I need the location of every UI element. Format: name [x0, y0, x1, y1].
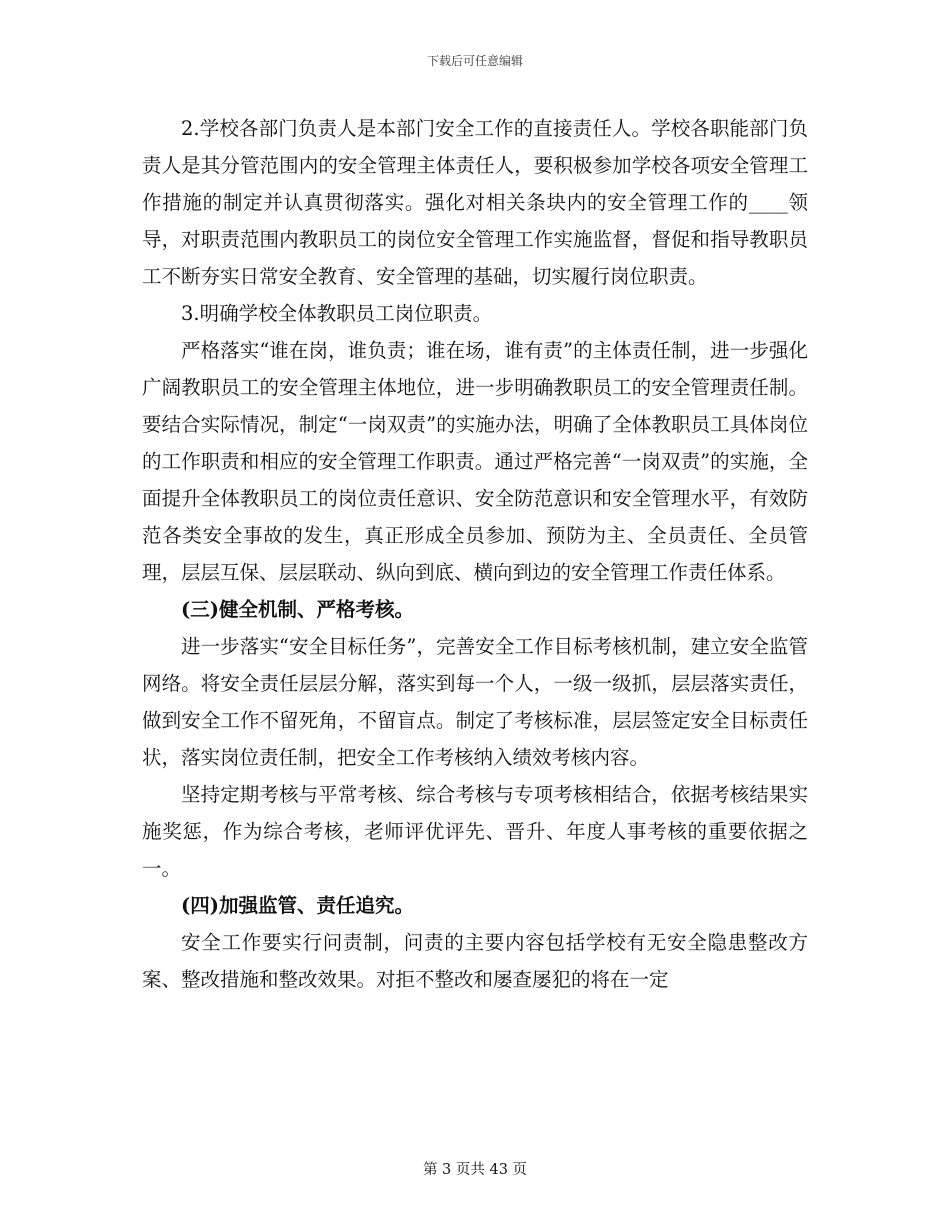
page-header-note: 下载后可任意编辑 — [426, 54, 523, 68]
paragraph-accountability: 安全工作要实行问责制，问责的主要内容包括学校有无安全隐患整改方案、整改措施和整改效果。对拒不整改和屡查屡犯的将在一定 — [142, 931, 808, 991]
document-body — [142, 110, 808, 998]
paragraph-responsibility-system: 严格落实“谁在岗，谁负责；谁在场，谁有责”的主体责任制，进一步强化广阔教职员工的安全管理主体地位，进一步明确教职员工的安全管理责任制。要结合实际情况，制定“一岗双责”的实施办法，明确了全体教职员工具体岗位的工作职责和相应的安全管理工作职责。通过严格完善“一岗双责”的实施，全面提升全体教职员工的岗位责任意识、安全防范意识和安全管理水平，有效防范各类安全事故的发生，真正形成全员参加、预防为主、全员责任、全员管理，层层互保、层层联动、纵向到底、横向到边的安全管理工作责任体系。 — [142, 339, 808, 584]
paragraph-assessment: 坚持定期考核与平常考核、综合考核与专项考核相结合，依据考核结果实施奖惩，作为综合考核，老师评优评先、晋升、年度人事考核的重要依据之一。 — [142, 783, 808, 880]
section-heading-mechanism: (三)健全机制、严格考核。 — [181, 598, 414, 621]
page-number: 第 3 页共 43 页 — [422, 1162, 528, 1178]
paragraph-3-title: 3.明确学校全体教职员工岗位职责。 — [181, 302, 493, 325]
paragraph-2-department-heads: 2.学校各部门负责人是本部门安全工作的直接责任人。学校各职能部门负责人是其分管范围内的安全管理主体责任人，要积极参加学校各项安全管理工作措施的制定并认真贯彻落实。强化对相关条块内的安全管理工作的____领导，对职责范围内教职员工的岗位安全管理工作实施监督，督促和指导教职员工不断夯实日常安全教育、安全管理的基础，切实履行岗位职责。 — [142, 117, 808, 288]
section-heading-supervision: (四)加强监管、责任追究。 — [181, 894, 414, 917]
paragraph-safety-goals: 进一步落实“安全目标任务”，完善安全工作目标考核机制，建立安全监管网络。将安全责任层层分解，落实到每一个人，一级一级抓，层层落实责任，做到安全工作不留死角，不留盲点。制定了考核标准，层层签定安全目标责任状，落实岗位责任制，把安全工作考核纳入绩效考核内容。 — [142, 635, 808, 769]
